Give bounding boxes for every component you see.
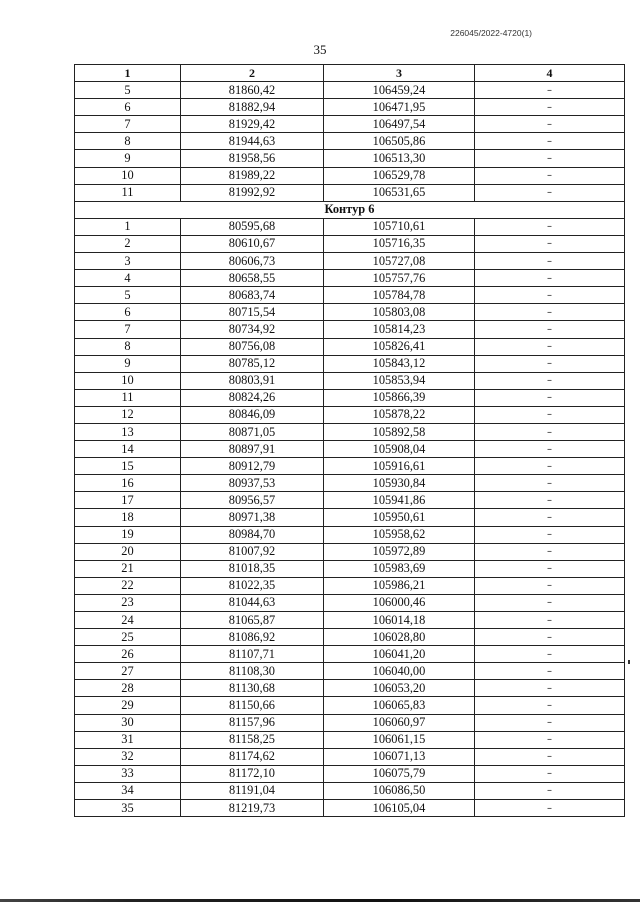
scan-mark	[628, 660, 630, 664]
x-coordinate-cell: 80871,05	[181, 423, 324, 440]
y-coordinate-cell: 106459,24	[324, 82, 475, 99]
x-coordinate-cell: 81108,30	[181, 663, 324, 680]
point-number-cell: 18	[75, 509, 181, 526]
x-coordinate-cell: 80683,74	[181, 287, 324, 304]
y-coordinate-cell: 106041,20	[324, 646, 475, 663]
table-row	[75, 458, 625, 475]
note-cell: –	[475, 253, 625, 270]
y-coordinate-cell: 106471,95	[324, 99, 475, 116]
y-coordinate-cell: 106105,04	[324, 800, 475, 817]
column-header-3: 3	[324, 65, 475, 82]
x-coordinate-cell: 80715,54	[181, 304, 324, 321]
table-row	[75, 116, 625, 133]
section-row	[75, 201, 625, 218]
point-number-cell: 11	[75, 184, 181, 201]
x-coordinate-cell: 80595,68	[181, 218, 324, 235]
x-coordinate-cell: 80824,26	[181, 389, 324, 406]
point-number-cell: 27	[75, 663, 181, 680]
point-number-cell: 13	[75, 423, 181, 440]
point-number-cell: 7	[75, 116, 181, 133]
table-row	[75, 680, 625, 697]
note-cell: –	[475, 372, 625, 389]
x-coordinate-cell: 81022,35	[181, 577, 324, 594]
point-number-cell: 9	[75, 150, 181, 167]
table-row	[75, 184, 625, 201]
point-number-cell: 23	[75, 594, 181, 611]
point-number-cell: 4	[75, 270, 181, 287]
table-row	[75, 526, 625, 543]
point-number-cell: 24	[75, 612, 181, 629]
x-coordinate-cell: 81860,42	[181, 82, 324, 99]
point-number-cell: 31	[75, 731, 181, 748]
note-cell: –	[475, 441, 625, 458]
note-cell: –	[475, 800, 625, 817]
point-number-cell: 11	[75, 389, 181, 406]
page-number: 35	[313, 42, 327, 57]
x-coordinate-cell: 81219,73	[181, 800, 324, 817]
x-coordinate-cell: 80846,09	[181, 406, 324, 423]
y-coordinate-cell: 105826,41	[324, 338, 475, 355]
y-coordinate-cell: 106505,86	[324, 133, 475, 150]
note-cell: –	[475, 99, 625, 116]
point-number-cell: 14	[75, 441, 181, 458]
point-number-cell: 8	[75, 338, 181, 355]
x-coordinate-cell: 81158,25	[181, 731, 324, 748]
table-row	[75, 270, 625, 287]
y-coordinate-cell: 105892,58	[324, 423, 475, 440]
x-coordinate-cell: 81929,42	[181, 116, 324, 133]
x-coordinate-cell: 81018,35	[181, 560, 324, 577]
point-number-cell: 25	[75, 629, 181, 646]
note-cell: –	[475, 526, 625, 543]
y-coordinate-cell: 106086,50	[324, 782, 475, 799]
y-coordinate-cell: 106531,65	[324, 184, 475, 201]
note-cell: –	[475, 133, 625, 150]
x-coordinate-cell: 81958,56	[181, 150, 324, 167]
table-row	[75, 765, 625, 782]
note-cell: –	[475, 338, 625, 355]
column-header-1: 1	[75, 65, 181, 82]
y-coordinate-cell: 106071,13	[324, 748, 475, 765]
y-coordinate-cell: 106028,80	[324, 629, 475, 646]
y-coordinate-cell: 106053,20	[324, 680, 475, 697]
x-coordinate-cell: 80984,70	[181, 526, 324, 543]
table-row	[75, 406, 625, 423]
point-number-cell: 2	[75, 235, 181, 252]
point-number-cell: 6	[75, 99, 181, 116]
note-cell: –	[475, 663, 625, 680]
table-row	[75, 304, 625, 321]
note-cell: –	[475, 629, 625, 646]
note-cell: –	[475, 270, 625, 287]
y-coordinate-cell: 105843,12	[324, 355, 475, 372]
table-row	[75, 253, 625, 270]
point-number-cell: 34	[75, 782, 181, 799]
note-cell: –	[475, 509, 625, 526]
table-row	[75, 372, 625, 389]
point-number-cell: 6	[75, 304, 181, 321]
point-number-cell: 16	[75, 475, 181, 492]
y-coordinate-cell: 106061,15	[324, 731, 475, 748]
y-coordinate-cell: 106065,83	[324, 697, 475, 714]
table-row	[75, 800, 625, 817]
x-coordinate-cell: 80897,91	[181, 441, 324, 458]
table-row	[75, 748, 625, 765]
table-row	[75, 389, 625, 406]
point-number-cell: 10	[75, 167, 181, 184]
point-number-cell: 1	[75, 218, 181, 235]
note-cell: –	[475, 423, 625, 440]
table-row	[75, 509, 625, 526]
scan-edge-line	[0, 899, 640, 902]
table-row	[75, 594, 625, 611]
table-row	[75, 714, 625, 731]
note-cell: –	[475, 287, 625, 304]
table-body-after	[75, 218, 625, 816]
note-cell: –	[475, 612, 625, 629]
table-row	[75, 355, 625, 372]
x-coordinate-cell: 81172,10	[181, 765, 324, 782]
table-row	[75, 543, 625, 560]
x-coordinate-cell: 80971,38	[181, 509, 324, 526]
note-cell: –	[475, 406, 625, 423]
table-row	[75, 235, 625, 252]
table-row	[75, 646, 625, 663]
note-cell: –	[475, 235, 625, 252]
x-coordinate-cell: 80912,79	[181, 458, 324, 475]
x-coordinate-cell: 80785,12	[181, 355, 324, 372]
point-number-cell: 7	[75, 321, 181, 338]
point-number-cell: 5	[75, 82, 181, 99]
note-cell: –	[475, 765, 625, 782]
y-coordinate-cell: 105866,39	[324, 389, 475, 406]
note-cell: –	[475, 116, 625, 133]
y-coordinate-cell: 106075,79	[324, 765, 475, 782]
x-coordinate-cell: 81065,87	[181, 612, 324, 629]
y-coordinate-cell: 105930,84	[324, 475, 475, 492]
point-number-cell: 22	[75, 577, 181, 594]
y-coordinate-cell: 105853,94	[324, 372, 475, 389]
note-cell: –	[475, 543, 625, 560]
x-coordinate-cell: 81086,92	[181, 629, 324, 646]
point-number-cell: 12	[75, 406, 181, 423]
point-number-cell: 17	[75, 492, 181, 509]
y-coordinate-cell: 105784,78	[324, 287, 475, 304]
table-row	[75, 612, 625, 629]
table-row	[75, 731, 625, 748]
y-coordinate-cell: 105941,86	[324, 492, 475, 509]
section-title: Контур 6	[75, 201, 625, 218]
y-coordinate-cell: 105757,76	[324, 270, 475, 287]
x-coordinate-cell: 80937,53	[181, 475, 324, 492]
point-number-cell: 15	[75, 458, 181, 475]
table-row	[75, 629, 625, 646]
table-row	[75, 663, 625, 680]
x-coordinate-cell: 81157,96	[181, 714, 324, 731]
note-cell: –	[475, 184, 625, 201]
x-coordinate-cell: 81044,63	[181, 594, 324, 611]
point-number-cell: 20	[75, 543, 181, 560]
x-coordinate-cell: 80803,91	[181, 372, 324, 389]
point-number-cell: 3	[75, 253, 181, 270]
y-coordinate-cell: 106060,97	[324, 714, 475, 731]
y-coordinate-cell: 105983,69	[324, 560, 475, 577]
note-cell: –	[475, 697, 625, 714]
y-coordinate-cell: 106040,00	[324, 663, 475, 680]
point-number-cell: 21	[75, 560, 181, 577]
y-coordinate-cell: 105986,21	[324, 577, 475, 594]
y-coordinate-cell: 105727,08	[324, 253, 475, 270]
header-row	[75, 65, 625, 82]
y-coordinate-cell: 106000,46	[324, 594, 475, 611]
x-coordinate-cell: 80610,67	[181, 235, 324, 252]
table-row	[75, 697, 625, 714]
x-coordinate-cell: 80756,08	[181, 338, 324, 355]
x-coordinate-cell: 81191,04	[181, 782, 324, 799]
x-coordinate-cell: 81989,22	[181, 167, 324, 184]
x-coordinate-cell: 81174,62	[181, 748, 324, 765]
note-cell: –	[475, 594, 625, 611]
note-cell: –	[475, 646, 625, 663]
point-number-cell: 35	[75, 800, 181, 817]
note-cell: –	[475, 748, 625, 765]
table-body-before	[75, 82, 625, 202]
x-coordinate-cell: 81150,66	[181, 697, 324, 714]
note-cell: –	[475, 304, 625, 321]
y-coordinate-cell: 106513,30	[324, 150, 475, 167]
note-cell: –	[475, 475, 625, 492]
coordinates-table	[74, 64, 625, 817]
x-coordinate-cell: 81944,63	[181, 133, 324, 150]
table-row	[75, 82, 625, 99]
y-coordinate-cell: 105710,61	[324, 218, 475, 235]
table-row	[75, 492, 625, 509]
note-cell: –	[475, 560, 625, 577]
x-coordinate-cell: 80606,73	[181, 253, 324, 270]
note-cell: –	[475, 714, 625, 731]
x-coordinate-cell: 81007,92	[181, 543, 324, 560]
point-number-cell: 19	[75, 526, 181, 543]
x-coordinate-cell: 81130,68	[181, 680, 324, 697]
y-coordinate-cell: 106497,54	[324, 116, 475, 133]
table-row	[75, 218, 625, 235]
y-coordinate-cell: 105972,89	[324, 543, 475, 560]
point-number-cell: 26	[75, 646, 181, 663]
point-number-cell: 5	[75, 287, 181, 304]
point-number-cell: 9	[75, 355, 181, 372]
x-coordinate-cell: 80956,57	[181, 492, 324, 509]
table-row	[75, 150, 625, 167]
table-row	[75, 782, 625, 799]
column-header-2: 2	[181, 65, 324, 82]
column-header-4: 4	[475, 65, 625, 82]
table-row	[75, 577, 625, 594]
document-id: 226045/2022-4720(1)	[450, 28, 532, 38]
table-row	[75, 423, 625, 440]
table-row	[75, 287, 625, 304]
y-coordinate-cell: 105950,61	[324, 509, 475, 526]
note-cell: –	[475, 218, 625, 235]
point-number-cell: 33	[75, 765, 181, 782]
y-coordinate-cell: 105958,62	[324, 526, 475, 543]
note-cell: –	[475, 82, 625, 99]
point-number-cell: 30	[75, 714, 181, 731]
note-cell: –	[475, 355, 625, 372]
y-coordinate-cell: 106529,78	[324, 167, 475, 184]
y-coordinate-cell: 105908,04	[324, 441, 475, 458]
x-coordinate-cell: 80734,92	[181, 321, 324, 338]
point-number-cell: 10	[75, 372, 181, 389]
point-number-cell: 32	[75, 748, 181, 765]
table-row	[75, 338, 625, 355]
note-cell: –	[475, 150, 625, 167]
x-coordinate-cell: 81992,92	[181, 184, 324, 201]
note-cell: –	[475, 492, 625, 509]
table-row	[75, 99, 625, 116]
x-coordinate-cell: 81882,94	[181, 99, 324, 116]
table-row	[75, 441, 625, 458]
point-number-cell: 28	[75, 680, 181, 697]
y-coordinate-cell: 106014,18	[324, 612, 475, 629]
note-cell: –	[475, 731, 625, 748]
note-cell: –	[475, 458, 625, 475]
point-number-cell: 8	[75, 133, 181, 150]
y-coordinate-cell: 105803,08	[324, 304, 475, 321]
table-row	[75, 321, 625, 338]
note-cell: –	[475, 680, 625, 697]
note-cell: –	[475, 389, 625, 406]
note-cell: –	[475, 782, 625, 799]
table-row	[75, 133, 625, 150]
point-number-cell: 29	[75, 697, 181, 714]
y-coordinate-cell: 105814,23	[324, 321, 475, 338]
y-coordinate-cell: 105916,61	[324, 458, 475, 475]
table-row	[75, 560, 625, 577]
x-coordinate-cell: 81107,71	[181, 646, 324, 663]
note-cell: –	[475, 167, 625, 184]
note-cell: –	[475, 321, 625, 338]
y-coordinate-cell: 105716,35	[324, 235, 475, 252]
x-coordinate-cell: 80658,55	[181, 270, 324, 287]
table-row	[75, 167, 625, 184]
y-coordinate-cell: 105878,22	[324, 406, 475, 423]
section-body	[75, 201, 625, 218]
note-cell: –	[475, 577, 625, 594]
table-row	[75, 475, 625, 492]
